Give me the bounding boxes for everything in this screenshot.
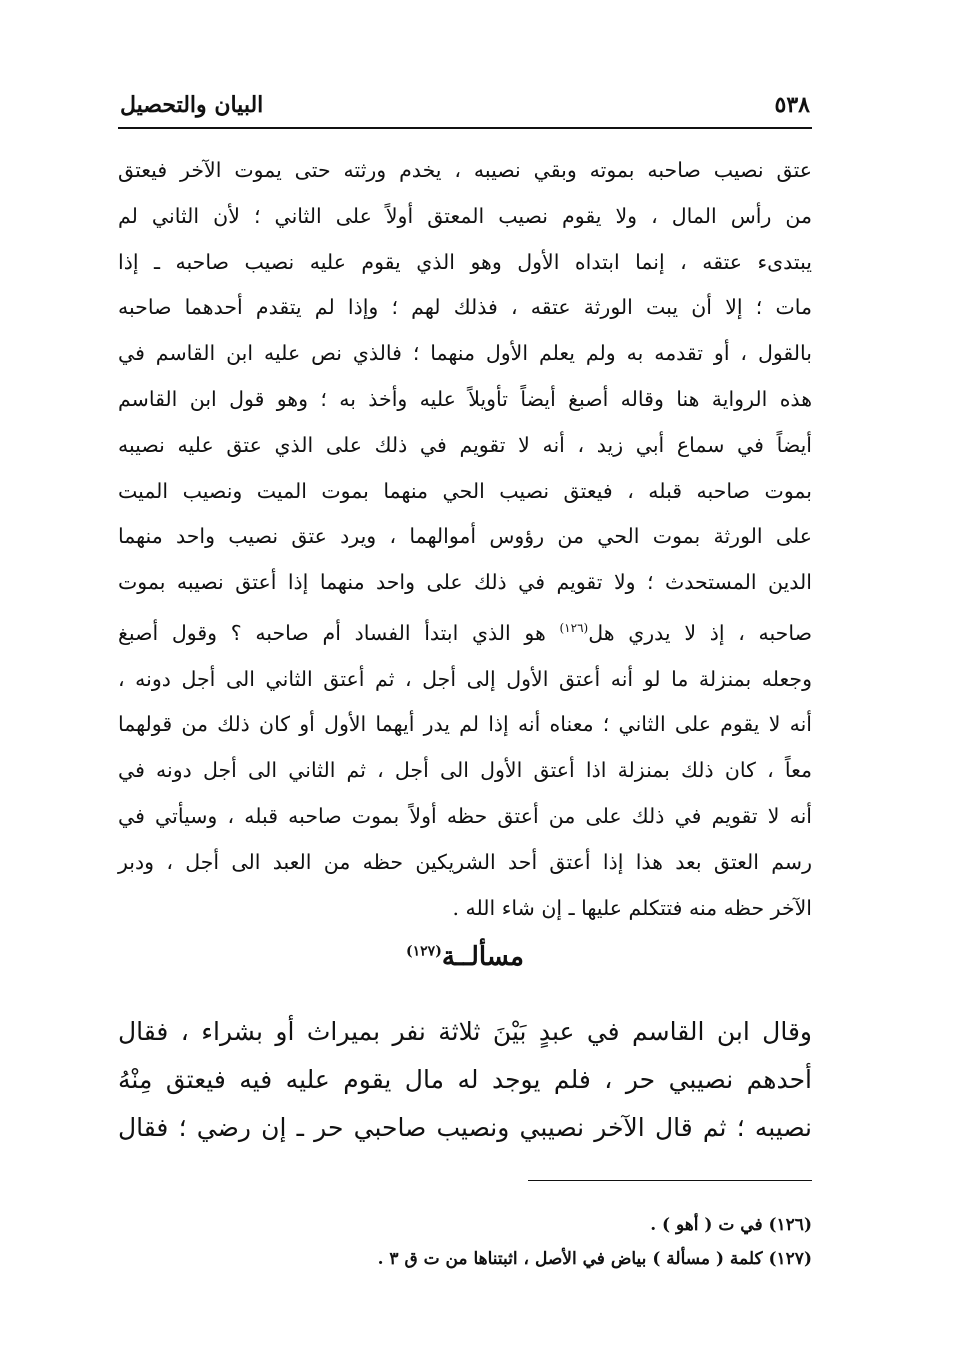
text-line: من رأس المال ، ولا يقوم نصيب المعتق أولاً على الثاني ؛ لأن الثاني لم [118,203,812,228]
text-line: الدين المستحدث ؛ ولا تقويم في ذلك على واحد منهما إذا أعتق نصيبه بموت [118,570,812,595]
footnote-127: (١٢٧) كلمة ( مسألة ) بياض في الأصل ، اثبتناها من ت ق ٣ . [377,1249,812,1269]
text-line: أنه لا تقويم في ذلك على من أعتق حظه أولاً بموت صاحبه قبله ، وسيأتي في [118,803,812,828]
footnotes [118,1208,812,1276]
footnote-ref-127: (١٢٧) [406,943,442,960]
header-divider [118,127,812,129]
text-line: أحدهم نصيبي حر ، فلم يوجد له مال يقوم عليه فيه فيعتق مِنْهُ [118,1065,812,1094]
page-header [120,78,810,118]
text-line: على الورثة بموت الحي من رؤوس أموالهما ، ويرد عتق نصيب واحد منهما [118,524,812,549]
text-line: رسم العتق بعد هذا إذا أعتق أحد الشريكين حظه من العبد الى أجل ، ودبر [118,849,812,874]
text-line: أنه لا يقوم على الثاني ؛ معناه أنه إذا لم يدر أيهما الأول أو كان ذلك من قولهما [118,712,812,737]
text-line: يبتدىء عتقه ، إنما ابتداه الأول وهو الذي يقوم عليه نصيب صاحبه ـ إذا [118,249,812,274]
text-line: بموت صاحبه قبله ، فيعتق نصيب الحي منهما بموت الميت ونصيب الميت [118,478,812,503]
footnote-126: (١٢٦) في ت ( أهو ) . [650,1215,812,1235]
text-line: الآخر حظه منه فتتكلم عليها ـ إن شاء الله . [452,895,812,920]
running-title: البيان والتحصيل [120,92,264,118]
text-segment: صاحبه ، إذ لا يدري هل [588,620,813,645]
text-line: نصيبه ؛ ثم قال الآخر نصيبي ونصيب صاحبي حر ـ إن رضي ؛ فقال [118,1113,812,1142]
main-text [118,148,812,931]
text-line: مات ؛ إلا أن يبت الورثة عتقه ، فذلك لهم ؛ وإذا لم يتقدم أحدهما صاحبه [118,295,812,320]
footnote-ref-126: (١٢٦) [559,620,589,635]
text-line: عتق نصيب صاحبه بموته وبقي نصيبه ، يخدم ورثته حتى يموت الآخر فيعتق [118,158,812,182]
section-heading-text: مسألــة [441,942,524,972]
text-line: بالقول ، أو تقدمه به ولم يعلم الأول منهما ؛ فالذي نص عليه ابن القاسم في [118,341,812,366]
text-line-with-footnote-ref [118,606,812,657]
text-segment: هو الذي ابتدأ الفساد أم صاحبه ؟ وقول أصبغ [118,620,560,645]
footnote-divider [528,1180,812,1181]
text-line: هذه الرواية هنا وقاله أصبغ أيضاً تأويلاً عليه وأخذ به ؛ وهو قول ابن القاسم [118,386,812,411]
text-line: وجعله بمنزلة ما لو أنه أعتق الأول إلى أجل ، ثم أعتق الثاني الى أجل دونه ، [118,666,812,691]
page-number: ٥٣٨ [774,92,810,118]
section-heading [118,942,812,972]
text-line: معاً ، كان ذلك بمنزلة اذا أعتق الأول الى أجل ، ثم الثاني الى أجل دونه في [118,758,812,783]
section-text [118,1008,812,1152]
text-line: أيضاً في سماع أبي زيد ، أنه لا تقويم في ذلك على الذي عتق عليه نصيبه [118,432,812,457]
text-line: وقال ابن القاسم في عبدٍ بَيْنَ ثلاثة نفر بميراث أو بشراء ، فقال [118,1017,812,1046]
